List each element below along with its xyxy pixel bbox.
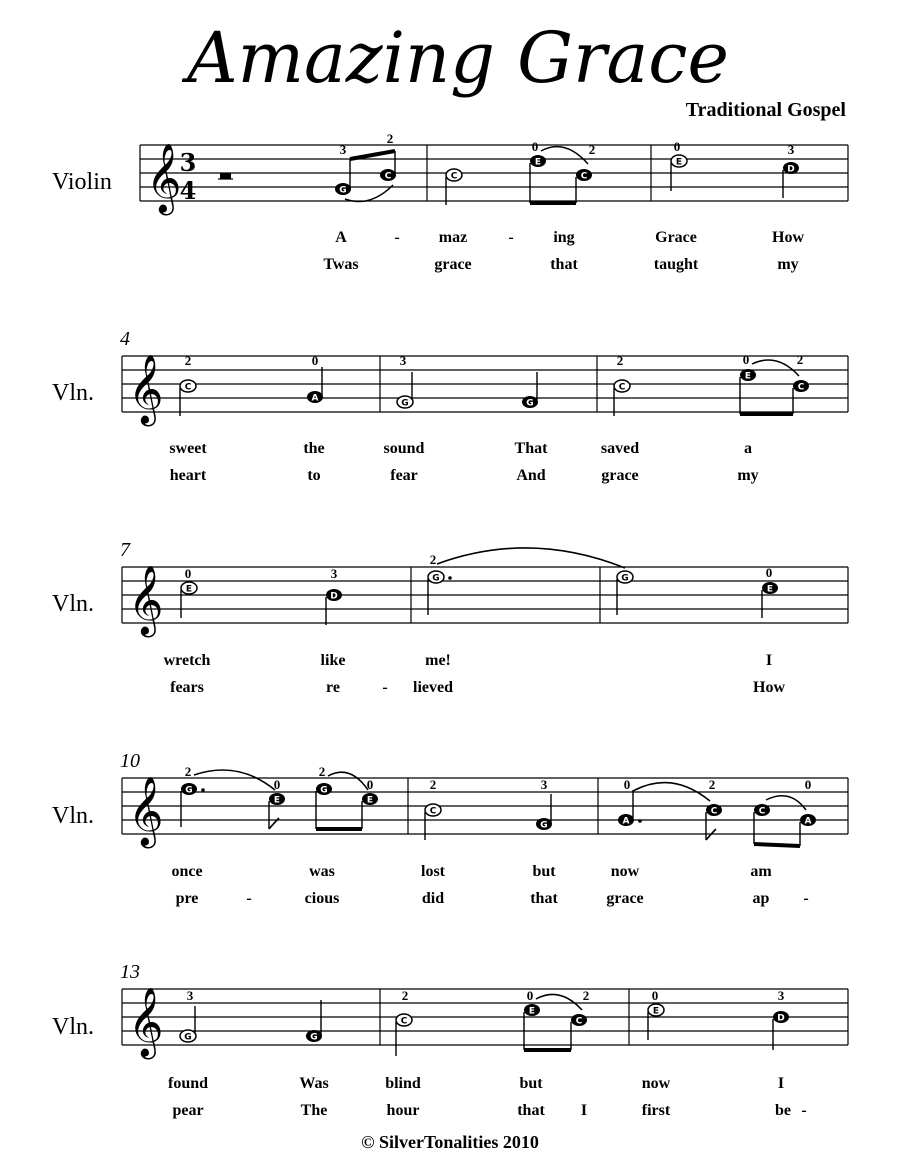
svg-text:E: E [766,584,774,595]
note-E [524,988,540,1050]
note-D [783,142,799,198]
lyric: grace [606,890,644,907]
beam [754,844,800,846]
svg-text:G: G [432,573,440,584]
lyric: lost [421,863,445,880]
instrument-label-short: Vln. [52,803,94,829]
note-C [706,777,722,840]
treble-clef-icon: 𝄞 [128,987,164,1057]
svg-text:G: G [540,820,548,831]
lyric: the [303,440,325,457]
lyric: Was [299,1075,329,1092]
note-C [380,131,396,182]
lyric: - [394,229,400,246]
svg-text:D: D [787,164,795,175]
finger-number: 0 [273,777,281,792]
finger-number: 0 [623,777,631,792]
treble-clef-icon: 𝄞 [128,354,164,424]
instrument-label-short: Vln. [52,1014,94,1040]
lyric: grace [434,256,472,273]
svg-text:A: A [311,393,319,404]
instrument-label-full: Violin [52,169,112,195]
note-E [269,777,285,829]
finger-number: 2 [401,988,409,1003]
note-E [530,139,546,203]
note-C [396,988,412,1056]
lyric: once [171,863,203,880]
finger-number: 2 [386,131,394,146]
note-C [614,353,630,416]
svg-text:C: C [384,171,392,182]
note-A [618,777,642,827]
lyric: I [765,652,773,669]
staff-system-2 [122,352,848,484]
note-E [740,352,756,414]
lyric: re [326,679,340,696]
half-rest-icon [220,173,231,179]
lyric: I [777,1075,785,1092]
svg-text:A: A [622,816,630,827]
note-A [307,353,323,404]
slur [194,770,275,790]
finger-number: 2 [429,777,437,792]
note-E [671,139,687,191]
treble-clef-icon: 𝄞 [128,776,164,846]
svg-text:C: C [575,1016,583,1027]
lyric: be [775,1102,791,1119]
svg-text:G: G [526,398,534,409]
slur [752,360,799,376]
note-D [326,566,342,625]
instrument-label-short: Vln. [52,591,94,617]
note-E [648,988,664,1040]
finger-number: 2 [429,552,437,567]
finger-number: 2 [708,777,716,792]
svg-text:E: E [366,795,374,806]
lyric: saved [600,440,640,457]
lyric: That [514,440,548,457]
lyric: How [753,679,785,696]
svg-text:G: G [184,1032,192,1043]
lyric: A [335,229,347,246]
svg-text:E: E [185,584,193,595]
slur [536,994,582,1010]
lyric: did [421,890,445,907]
lyric: that [530,890,558,907]
svg-text:G: G [320,785,328,796]
note-G [335,142,351,196]
note-A [800,777,816,846]
lyric: pre [175,890,199,907]
note-C [180,353,196,416]
finger-number: 2 [582,988,590,1003]
measure-number: 4 [120,328,130,350]
lyric: sweet [169,440,207,457]
finger-number: 0 [531,139,539,154]
svg-text:E: E [652,1006,660,1017]
finger-number: 0 [673,139,681,154]
note-G [428,552,452,615]
lyric: And [516,467,546,484]
svg-text:C: C [797,382,805,393]
staff-system-3 [122,548,848,696]
lyric: The [300,1102,328,1119]
note-G [397,353,413,409]
note-C [793,352,809,414]
lyric: ing [553,229,575,246]
staff-system-1 [140,131,848,273]
finger-number: 3 [787,142,795,157]
svg-text:D: D [777,1013,785,1024]
finger-number: 3 [339,142,347,157]
finger-number: 2 [184,353,192,368]
svg-text:G: G [621,573,629,584]
svg-text:G: G [339,185,347,196]
finger-number: 3 [399,353,407,368]
svg-text:E: E [528,1006,536,1017]
composer-credit: Traditional Gospel [685,99,846,121]
svg-text:G: G [185,785,193,796]
copyright-notice: © SilverTonalities 2010 [361,1132,539,1152]
finger-number: 0 [651,988,659,1003]
lyric: me! [425,652,451,669]
finger-number: 2 [318,764,326,779]
lyric: but [532,863,556,880]
lyric: my [777,256,799,273]
finger-number: 0 [366,777,374,792]
lyric: but [519,1075,543,1092]
svg-text:E: E [534,157,542,168]
svg-text:C: C [400,1016,408,1027]
note-E [181,566,197,618]
lyric: my [737,467,759,484]
lyric: that [550,256,578,273]
lyric: Twas [323,256,359,273]
svg-text:C: C [580,171,588,182]
note-G [536,777,552,831]
finger-number: 2 [184,764,192,779]
lyric: ap [752,890,770,907]
finger-number: 3 [777,988,785,1003]
lyric: wretch [163,652,211,669]
finger-number: 0 [765,565,773,580]
svg-text:C: C [184,382,192,393]
lyric: was [309,863,335,880]
beam [350,151,395,159]
finger-number: 3 [186,988,194,1003]
lyric: that [517,1102,545,1119]
svg-text:E: E [273,795,281,806]
note-C [754,804,770,844]
note-C [425,777,441,840]
slur [541,147,588,164]
lyric: fears [170,679,204,696]
tie [437,548,625,568]
finger-number: 2 [796,352,804,367]
lyric: a [744,440,752,457]
lyric: cious [304,890,340,907]
finger-number: 0 [184,566,192,581]
lyric: hour [386,1102,420,1119]
finger-number: 3 [330,566,338,581]
finger-number: 0 [742,352,750,367]
note-E [762,565,778,618]
lyric: maz [438,229,468,246]
lyric: to [307,467,321,484]
svg-text:A: A [804,816,812,827]
lyric: grace [601,467,639,484]
finger-number: 2 [588,142,596,157]
svg-text:G: G [401,398,409,409]
svg-text:C: C [618,382,626,393]
slur [766,796,806,810]
svg-text:G: G [310,1032,318,1043]
lyric: heart [169,467,207,484]
staff-system-5 [122,987,848,1119]
finger-number: 0 [526,988,534,1003]
note-D [773,988,789,1050]
lyric: am [750,863,772,880]
lyric: - [382,679,388,696]
lyric: - [801,1102,807,1119]
note-G [180,988,196,1043]
lyric: How [772,229,804,246]
lyric: now [610,863,640,880]
lyric: taught [653,256,699,273]
treble-clef-icon: 𝄞 [128,565,164,635]
note-C [571,988,589,1050]
svg-text:C: C [758,806,766,817]
finger-number: 0 [804,777,812,792]
lyric: first [641,1102,671,1119]
treble-clef-icon: 𝄞 [146,143,182,213]
lyric: fear [390,467,418,484]
lyric: blind [385,1075,421,1092]
lyric: Grace [655,229,697,246]
measure-number: 13 [120,961,140,983]
slur [328,772,368,790]
finger-number: 3 [540,777,548,792]
finger-number: 0 [311,353,319,368]
page-title: Amazing Grace [187,17,729,99]
measure-number: 10 [120,750,140,772]
svg-text:E: E [744,371,752,382]
svg-text:E: E [675,157,683,168]
note-G [306,1000,322,1043]
note-G [316,764,332,829]
lyric: like [320,652,346,669]
lyric: - [246,890,252,907]
lyric: - [803,890,809,907]
lyric: - [508,229,514,246]
measure-number: 7 [120,539,130,561]
staff-system-4 [122,764,848,907]
note-G [522,372,538,409]
lyric: found [167,1075,209,1092]
svg-text:C: C [710,806,718,817]
svg-text:C: C [429,806,437,817]
lyric: lieved [413,679,453,696]
lyric: I [580,1102,588,1119]
finger-number: 2 [616,353,624,368]
lyric: sound [383,440,425,457]
instrument-label-short: Vln. [52,380,94,406]
time-signature-top: 3 [179,148,197,177]
lyric: now [641,1075,671,1092]
lyric: pear [172,1102,204,1119]
svg-text:D: D [330,591,338,602]
svg-text:C: C [450,171,458,182]
time-signature-bottom: 4 [179,176,197,205]
